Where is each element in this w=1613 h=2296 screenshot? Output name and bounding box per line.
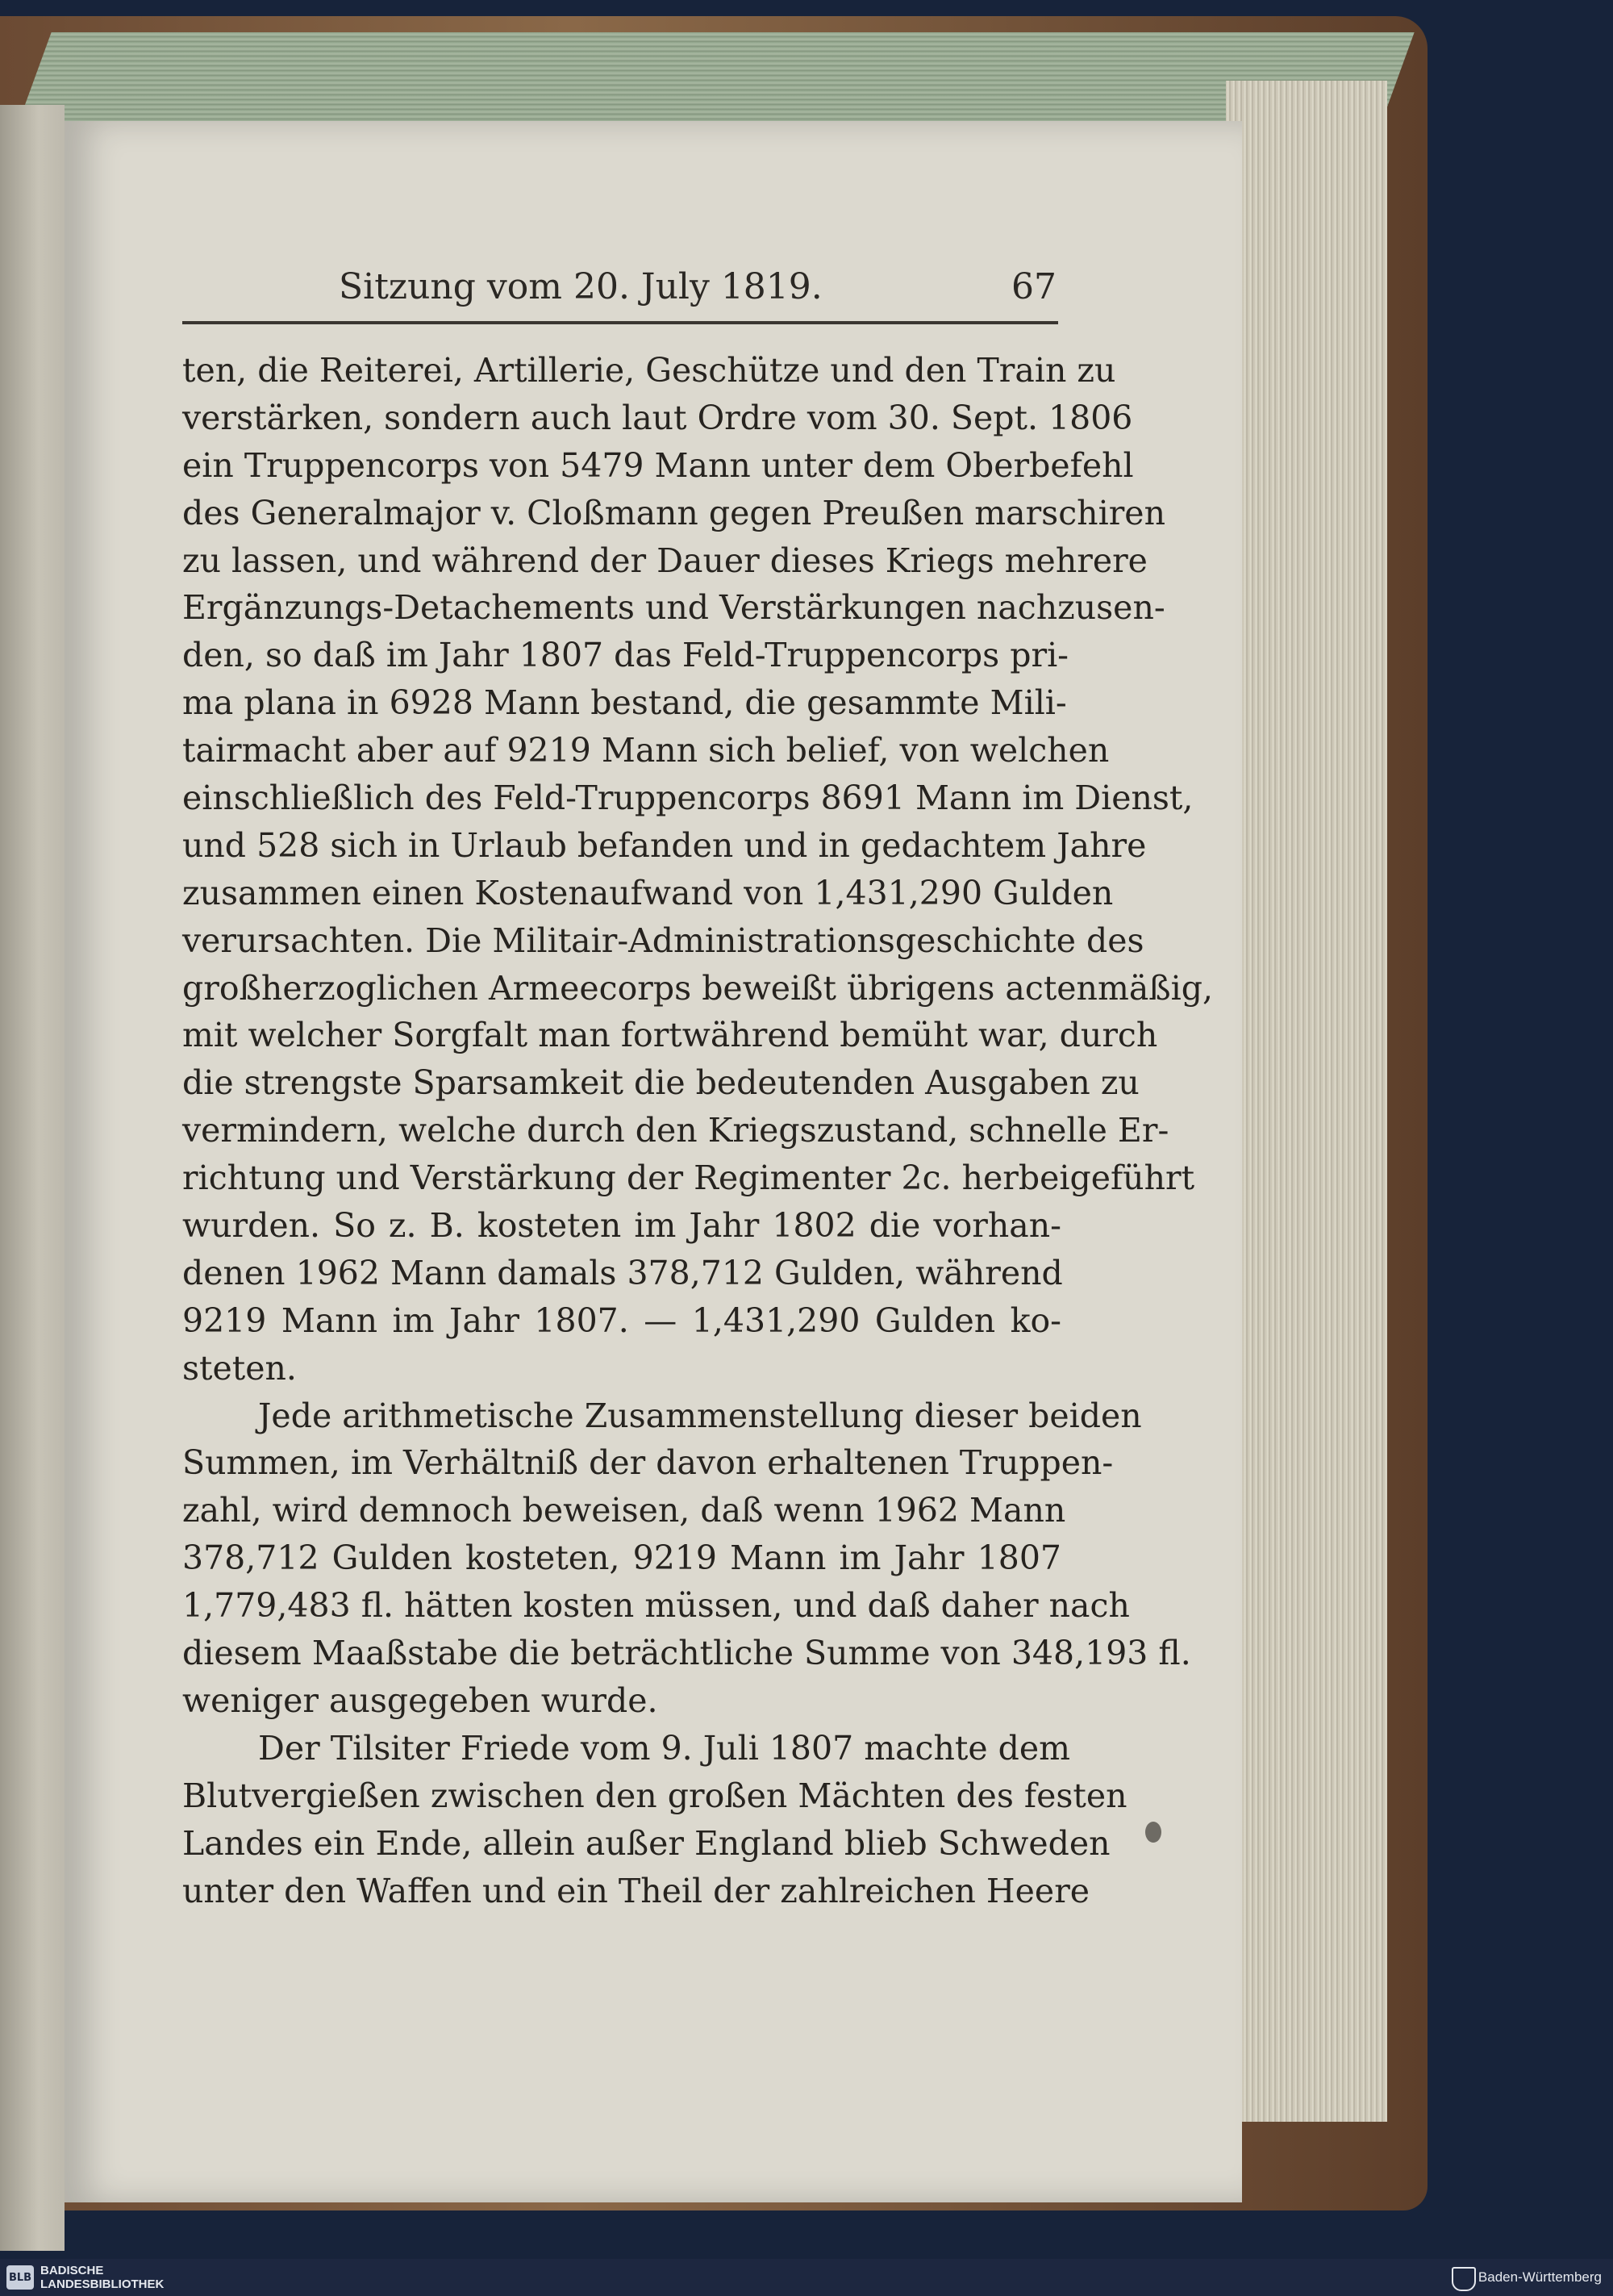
text-line: unter den Waffen und ein Theil der zahlreichen Heere — [182, 1871, 1090, 1910]
text-line: diesem Maaßstabe die beträchtliche Summe von 348,193 fl. — [182, 1634, 1191, 1673]
library-name-line2: LANDESBIBLIOTHEK — [40, 2277, 165, 2291]
text-line: den, so daß im Jahr 1807 das Feld-Truppencorps pri- — [182, 636, 1069, 675]
text-line: weniger ausgegeben wurde. — [182, 1680, 658, 1720]
text-line: Summen, im Verhältniß der davon erhaltenen Truppen- — [182, 1443, 1114, 1483]
text-line: vermindern, welche durch den Kriegszustand, schnelle Er- — [182, 1111, 1169, 1150]
running-head — [185, 266, 1057, 315]
text-line: die strengste Sparsamkeit die bedeutenden Ausgaben zu — [182, 1063, 1140, 1103]
text-line: Jede arithmetische Zusammenstellung dieser beiden — [258, 1396, 1142, 1435]
running-title: Sitzung vom 20. July 1819. — [339, 266, 823, 307]
text-line: 9219 Mann im Jahr 1807. — 1,431,290 Gulden ko- — [182, 1300, 1061, 1340]
text-line: und 528 sich in Urlaub befanden und in gedachtem Jahre — [182, 825, 1147, 865]
page-fore-edge — [1226, 81, 1387, 2122]
text-line: einschließlich des Feld-Truppencorps 8691 Mann im Dienst, — [182, 779, 1194, 818]
text-line: zahl, wird demnoch beweisen, daß wenn 1962 Mann — [182, 1491, 1066, 1530]
text-line: großherzoglichen Armeecorps beweißt übrigens actenmäßig, — [182, 968, 1214, 1008]
text-line: steten. — [182, 1348, 297, 1388]
text-line: 378,712 Gulden kosteten, 9219 Mann im Jahr 1807 — [182, 1538, 1061, 1578]
header-rule — [182, 321, 1058, 324]
text-line: denen 1962 Mann damals 378,712 Gulden, während — [182, 1253, 1063, 1292]
left-page-edge — [0, 105, 65, 2251]
text-line: richtung und Verstärkung der Regimenter 2c. herbeigeführt — [182, 1158, 1195, 1198]
blb-logo-icon[interactable]: BLB — [6, 2265, 34, 2290]
text-line: mit welcher Sorgfalt man fortwährend bemüht war, durch — [182, 1016, 1158, 1055]
footer-bar — [0, 2259, 1613, 2296]
text-line: zusammen einen Kostenaufwand von 1,431,290 Gulden — [182, 873, 1114, 912]
text-line: des Generalmajor v. Cloßmann gegen Preußen marschiren — [182, 493, 1165, 532]
text-line: wurden. So z. B. kosteten im Jahr 1802 die vorhan- — [182, 1206, 1061, 1246]
page-number: 67 — [1011, 266, 1057, 307]
text-line: ein Truppencorps von 5479 Mann unter dem Oberbefehl — [182, 445, 1134, 485]
body-text — [182, 347, 1214, 1914]
ink-smudge — [1145, 1822, 1161, 1843]
page-top-edges — [16, 32, 1415, 129]
text-line: Landes ein Ende, allein außer England blieb Schweden — [182, 1823, 1111, 1863]
text-line: verstärken, sondern auch laut Ordre vom 30. Sept. 1806 — [182, 398, 1133, 437]
text-line: Der Tilsiter Friede vom 9. Juli 1807 machte dem — [258, 1728, 1071, 1768]
text-line: 1,779,483 fl. hätten kosten müssen, und daß daher nach — [182, 1586, 1130, 1626]
text-line: zu lassen, und während der Dauer dieses Kriegs mehrere — [182, 541, 1148, 580]
state-crest-icon — [1452, 2267, 1476, 2291]
text-line: verursachten. Die Militair-Administrationsgeschichte des — [182, 920, 1144, 960]
text-line: ten, die Reiterei, Artillerie, Geschütze und den Train zu — [182, 351, 1116, 390]
state-name[interactable]: Baden-Württemberg — [1478, 2269, 1602, 2285]
library-name-line1: BADISCHE — [40, 2264, 104, 2277]
text-line: tairmacht aber auf 9219 Mann sich belief, von welchen — [182, 731, 1110, 770]
library-name[interactable] — [40, 2264, 164, 2291]
text-line: Blutvergießen zwischen den großen Mächten des festen — [182, 1776, 1127, 1815]
text-line: ma plana in 6928 Mann bestand, die gesammte Mili- — [182, 683, 1067, 723]
text-line: Ergänzungs-Detachements und Verstärkungen nachzusen- — [182, 588, 1165, 628]
